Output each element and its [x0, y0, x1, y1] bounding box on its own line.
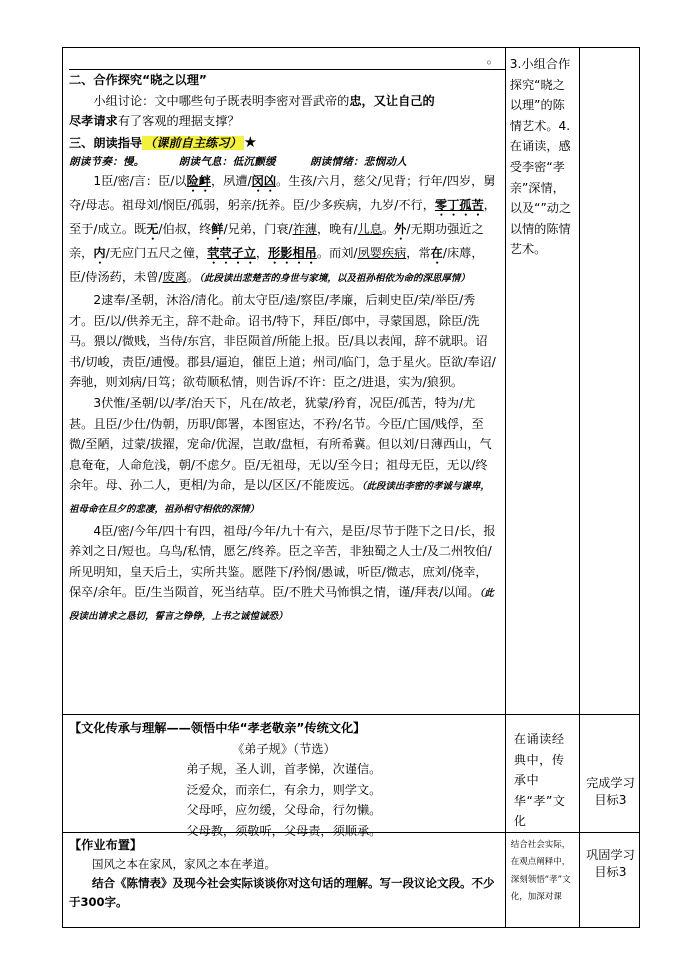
paragraph-3-note: （此段读出李密的孝诚与谦卑，祖母命在旦夕的悲凄，祖孙相守相依的深情）	[69, 481, 490, 515]
homework-title: 【作业布置】	[69, 837, 143, 852]
section2-question: 小组讨论：文中哪些句子既表明李密对晋武帝的忠，又让自己的	[93, 93, 435, 108]
top-mark: 。	[486, 52, 499, 66]
poem-title: 《弟子规》（节选）	[232, 741, 336, 756]
homework-line-1: 国风之本在家风，家风之本在孝道。	[92, 856, 276, 871]
paragraph-3: 3伏惟/圣朝/以/孝/治天下，凡在/故老，犹蒙/矜育，况臣/孤苦，特为/尤甚。且臣/少仕/伪朝，历职/郎署，本图宦达，不矜/名节。今臣/亡国/贱俘，至微/至陋，过蒙/拔擢，宠命/优渥，岂敢/盘桓，有所希冀。但以刘/日薄西山，气息奄奄，人命危浅，朝/不虑夕。臣/无祖母，无以/至今日；祖母无臣，无以/终余年。母、孙二人，更相/为命，是以/区区/不能废远。（此段读出李密的孝诚与谦卑，祖母命在旦夕的悲凄，祖孙相守相依的深情）	[69, 395, 492, 515]
culture-objective: 在诵读经典中，传承中华“孝”文化	[513, 732, 566, 829]
paragraph-4: 4臣/密/今年/四十有四，祖母/今年/九十有六，是臣/尽节于陛下之日/长，报养刘之日/短也。乌鸟/私情，愿乞/终养。臣之辛苦，非独蜀之人士/及二州牧伯/所见明知，皇天后土，实所共鉴。愿陛下/矜悯/愚诚，听臣/微志，庶刘/侥幸，保卒/余年。臣/生当陨首，死当结草。臣/不胜犬马怖惧之情，谨/拜表/以闻。（此段读出请求之恳切，誓言之铮铮，上书之诚惶诚恐）	[69, 523, 496, 622]
self-study-badge: （课前自主练习）	[144, 135, 242, 150]
section2-title: 二、合作探究“晓之以理”	[69, 73, 207, 87]
reading-cell	[63, 48, 505, 714]
lesson-table	[62, 47, 640, 928]
section3-heading	[69, 132, 499, 154]
paragraph-1: 1臣/密/言：臣/以险衅，夙遭/闵凶。生孩/六月，慈父/见背；行年/四岁，舅夺/母志。祖母刘/悯臣/孤弱，躬亲/抚养。臣/少多疾病，九岁/不行，零丁孤苦，至于/成立。既无/伯叔，终鲜/兄弟，门衰/祚薄，晚有/儿息。外/无期功强近之亲，内/无应门五尺之僮，茕茕孑立，形影相吊。而刘/夙婴疾病，常在/床蓐，臣/侍汤药，未曾/废离。（此段读出悲楚苦的身世与家境，以及祖孙相依为命的深思厚情）	[69, 174, 496, 285]
row-culture	[63, 715, 640, 833]
homework-cell	[63, 833, 505, 927]
poem-line: 父母呼，应勿缓，父母命，行勿懒。	[186, 803, 382, 818]
section2-question-cont: 尽孝请求有了客观的理据支撑？	[69, 114, 240, 129]
objective-text: 3.小组合作探究“晓之以理”的陈情艺术。4.在诵读，感受李密“孝亲”深情，以及“”动之以情的陈情艺术。	[509, 57, 572, 257]
lesson-sheet	[62, 47, 640, 923]
homework-goal: 巩固学习目标3	[586, 847, 635, 879]
paragraph-2: 2逮奉/圣朝，沐浴/清化。前太守臣/逵/察臣/孝廉，后刺史臣/荣/举臣/秀才。臣/以/供养无主，辞不赴命。诏书/特下，拜臣/郎中，寻蒙国恩，除臣/洗马。猥以/微贱，当侍/东宫，非臣陨首/所能上报。臣/具以表闻，辞不就职。诏书/切峻，责臣/逋慢。郡县/逼迫，催臣上道；州司/临门，急于星火。臣欲/奉诏/奔驰，则刘病/日笃；欲苟顺私情，则告诉/不许：臣之/进退，实为/狼狈。	[69, 292, 496, 390]
poem-line: 泛爱众，而亲仁，有余力，则学文。	[186, 782, 382, 797]
poem-line: 父母教，须敬听，父母责，须顺承。	[186, 823, 382, 838]
answer-blank-line	[69, 51, 505, 70]
culture-goal: 完成学习目标3	[586, 776, 635, 807]
poem-line: 弟子规，圣人训，首孝悌，次谨信。	[186, 762, 382, 777]
row-reading	[63, 48, 640, 715]
star-icon: ★	[243, 132, 258, 151]
reading-guide: 朗读节奏：慢。 朗读气息：低沉颤缓 朗读情绪：悲悯动人	[69, 156, 408, 169]
paragraph-1-note: （此段读出悲楚苦的身世与家境，以及祖孙相依为命的深思厚情）	[199, 273, 470, 285]
culture-cell	[63, 715, 505, 838]
row-homework	[63, 832, 640, 927]
paragraph-4-note: （此段读出请求之恳切，誓言之铮铮，上书之诚惶诚恐）	[69, 588, 494, 622]
homework-line-2: 结合《陈情表》及现今社会实际谈谈你对这句话的理解。写一段议论文段。不少于300字。	[69, 875, 495, 909]
culture-title: 【文化传承与理解——领悟中华“孝老敬亲”传统文化】	[69, 721, 366, 735]
section3-title: 三、朗读指导	[69, 135, 143, 150]
homework-objective: 结合社会实际，在观点阐释中，深刻领悟“孝”文化，加深对课	[510, 839, 571, 903]
